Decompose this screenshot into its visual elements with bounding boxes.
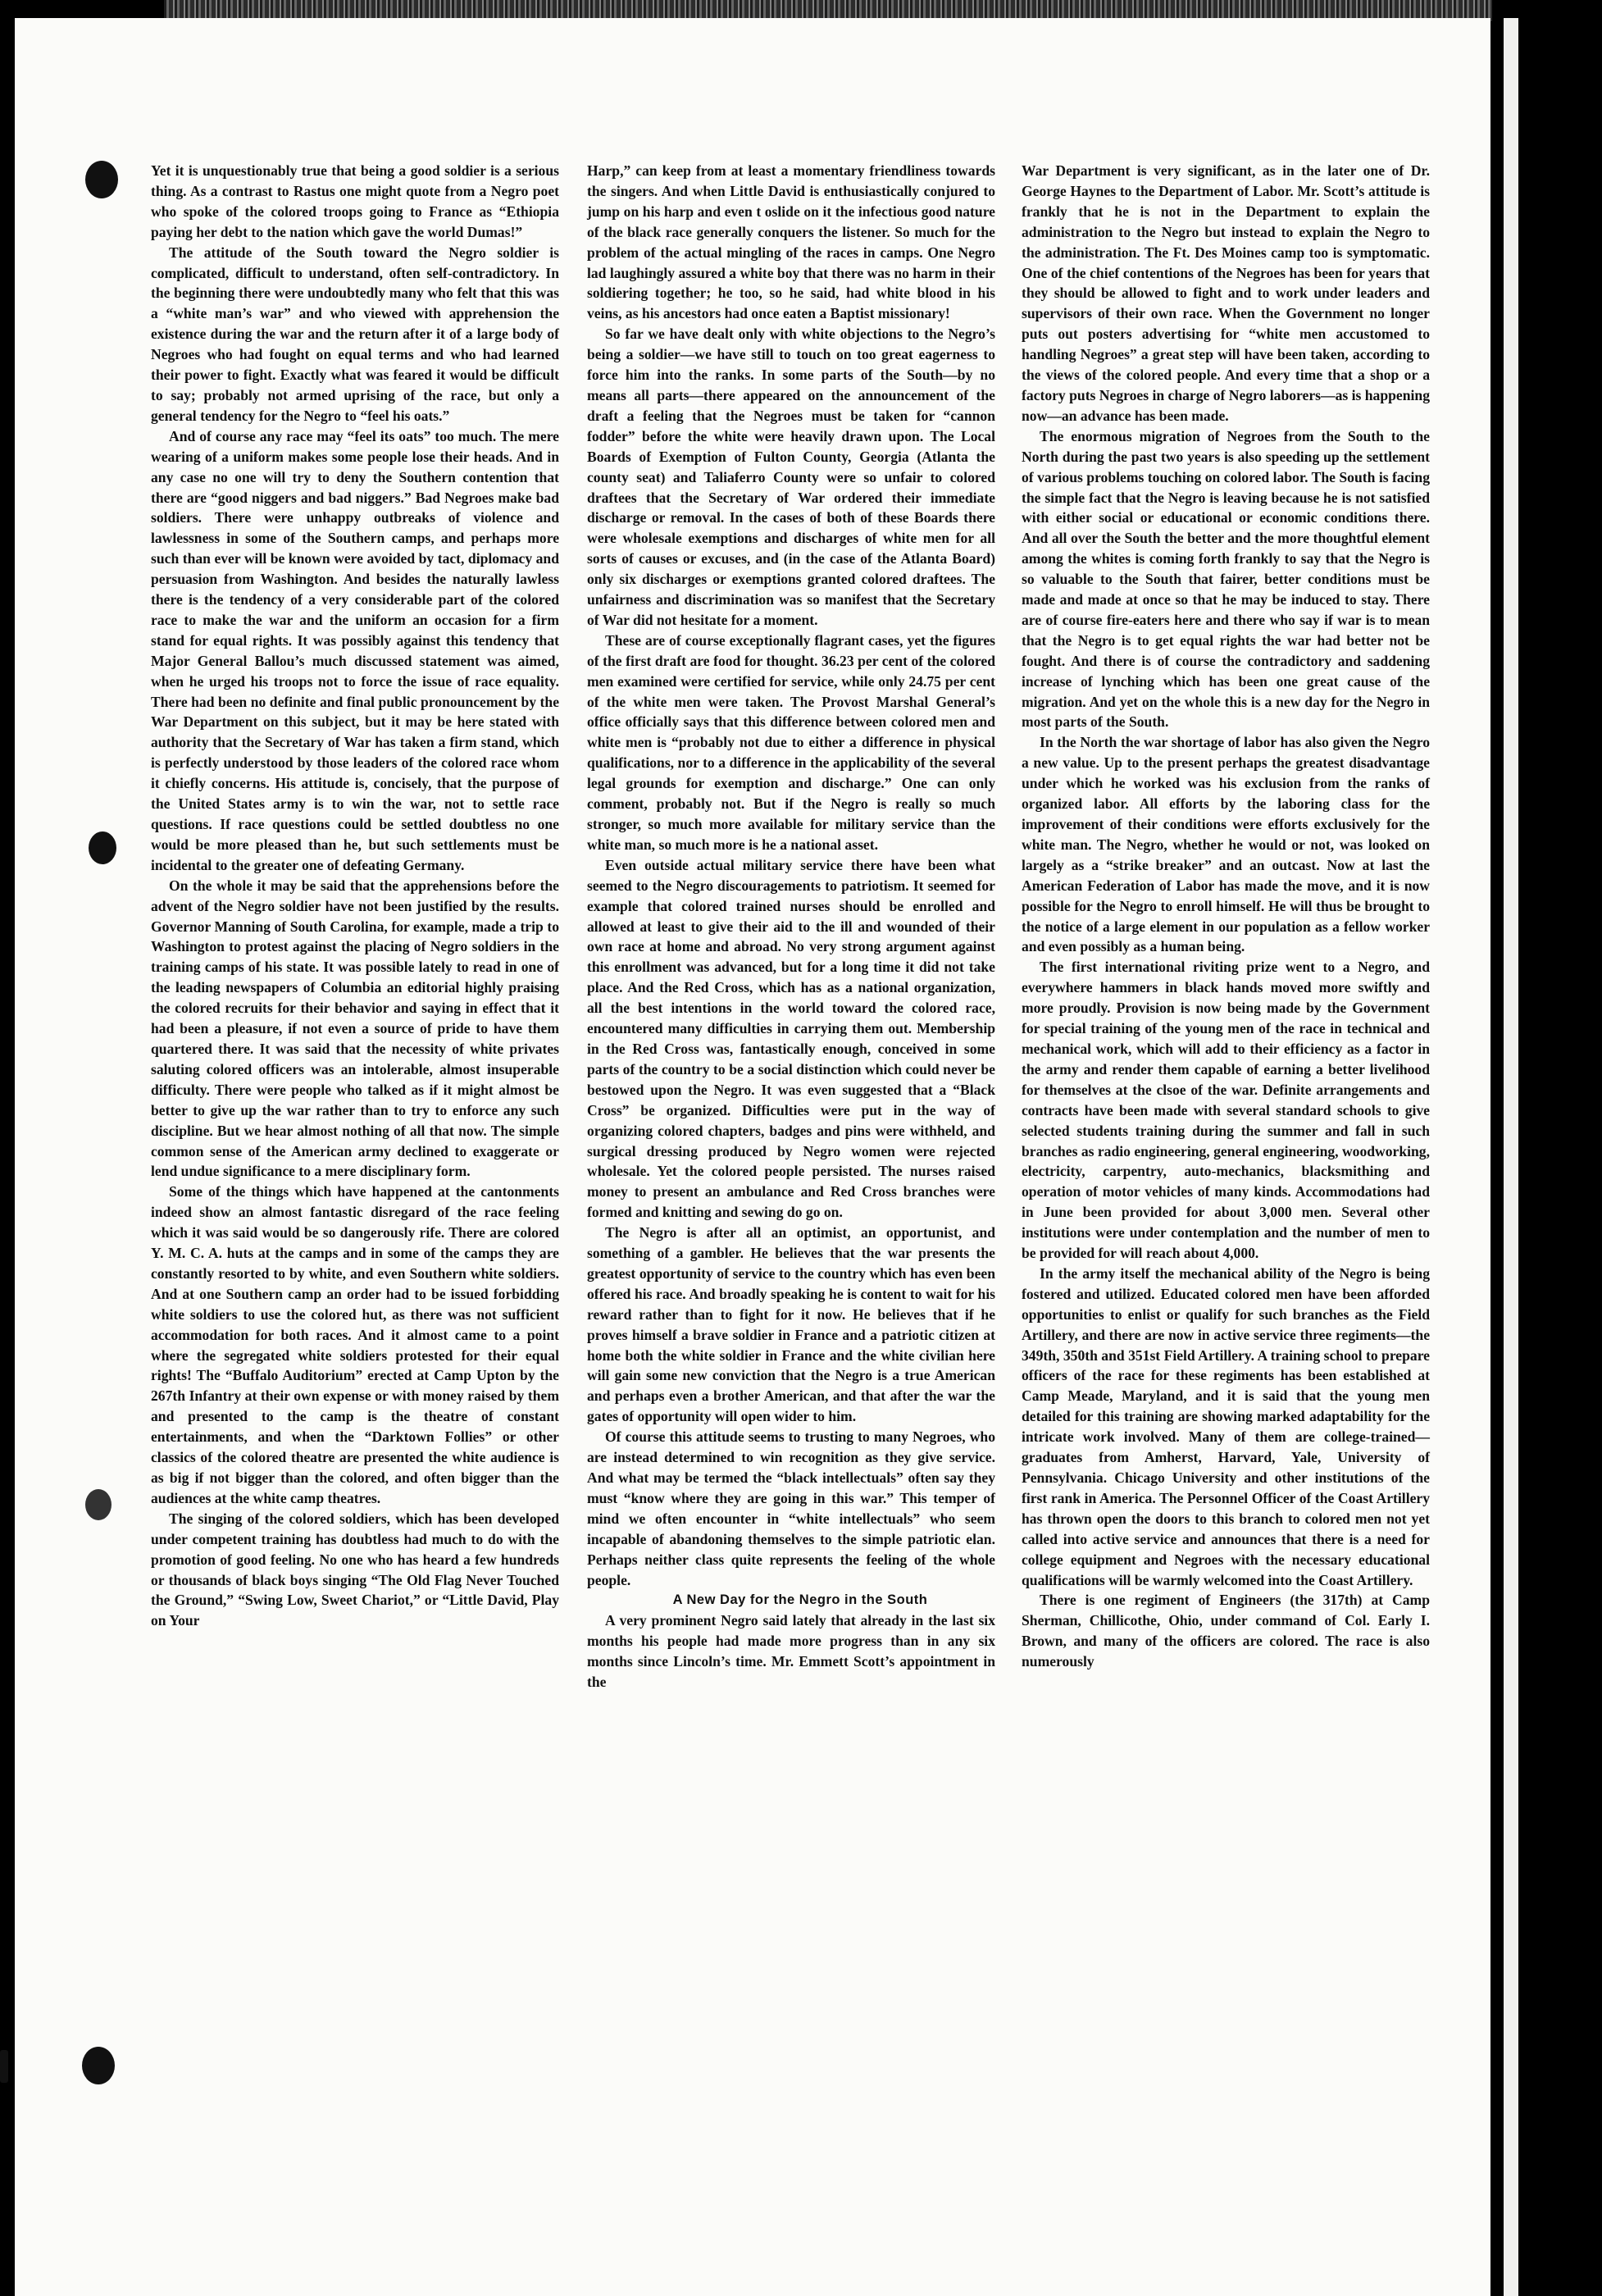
paragraph: These are of course exceptionally flagrant cases, yet the figures of the first draft are food for thought. 36.23 per cent of the colored men examined were certified for service, while only 24.75 per cent of the white men were taken. The Provost Marshal General’s office officially says that this difference between colored men and white men is “probably not due to either a difference in physical qualifications, nor to a difference in the applicability of the several legal grounds for exemption and discharge.” One can only comment, probably not. But if the Negro is really so much stronger, so much more available for military service than the white man, so much more is he a national asset. bbox=[587, 631, 995, 853]
section-heading: A New Day for the Negro in the South bbox=[672, 1592, 928, 1608]
article-column-1 bbox=[151, 161, 559, 1631]
paragraph: The attitude of the South toward the Negro soldier is complicated, difficult to understand, often self-contradictory. In the beginning there were undoubtedly many who felt that this was a “white man’s war” and who viewed with apprehension the existence during the war and the return after it of a large body of Negroes who had fought on equal terms and who had learned their power to fight. Exactly what was feared it would be difficult to say; probably not armed uprising of the race, but only a general tendency for the Negro to “feel his oats.” bbox=[151, 244, 559, 424]
article-column-2 bbox=[587, 161, 995, 1692]
scan-spot bbox=[0, 2050, 8, 2083]
paragraph: Some of the things which have happened at the cantonments indeed show an almost fantastic disregard of the race feeling which it was said would be so dangerously rife. There are colored Y. M. C. A. huts at the camps and in some of the camps they are constantly resorted to by white, and even Southern white soldiers. And at one Southern camp an order had to be issued forbidding white soldiers to use the colored hut, as there was not sufficient accommodation for both races. And it almost came to a point where the segregated white soldiers protested for their equal rights! The “Buffalo Auditorium” erected at Camp Upton by the 267th Infantry at their own expense or with money raised by them and presented to the camp is the theatre of constant entertainments, and when the “Darktown Follies” or other classics of the colored theatre are presented the white audience is as big if not bigger than the colored, and often bigger than the audiences at the white camp theatres. bbox=[151, 1183, 559, 1506]
punch-hole bbox=[85, 161, 118, 198]
article-column-3 bbox=[1022, 161, 1430, 1672]
paragraph: Yet it is unquestionably true that being a good soldier is a serious thing. As a contrast to Rastus one might quote from a Negro poet who spoke of the colored troops going to France as “Ethiopia paying her debt to the nation which gave the world Dumas!” bbox=[151, 162, 559, 240]
paragraph: The enormous migration of Negroes from the South to the North during the past two years is also speeding up the settlement of various problems touching on colored labor. The South is facing the simple fact that the Negro is leaving because he is not satisfied with either social or educational or economic conditions there. And all over the South the better and the more thoughtful element among the whites is coming forth frankly to say that the Negro is so valuable to the South that fairer, better conditions must be made and made at once so that he may be induced to stay. There are of course fire-eaters here and there who say if war is to mean that the Negro is to get equal rights the war had better not be fought. And there is of course the contradictory and saddening increase of lynching which has been one great cause of the migration. And yet on the whole this is a new day for the Negro in most parts of the South. bbox=[1022, 427, 1430, 731]
paragraph: Of course this attitude seems to trusting to many Negroes, who are instead determined to win recognition as they give service. And what may be termed the “black intellectuals” often say they must “know where they are going in this war.” This temper of mind we often encounter in “white intellectuals” who seem incapable of abandoning themselves to the simple patriotic elan. Perhaps neither class quite represents the feeling of the whole people. bbox=[587, 1428, 995, 1588]
paragraph: In the North the war shortage of labor has also given the Negro a new value. Up to the present perhaps the greatest disadvantage under which he worked was his exclusion from the ranks of organized labor. All efforts by the laboring class for the improvement of their conditions were efforts exclusively for the white man. The Negro, whether he would or not, was looked on largely as a “strike breaker” and an outcast. Now at last the American Federation of Labor has made the move, and it is now possible for the Negro to enroll himself. He will thus be brought to the notice of a large element in our population as a fellow worker and even possibly as a human being. bbox=[1022, 734, 1430, 955]
paragraph: On the whole it may be said that the apprehensions before the advent of the Negro soldier have not been justified by the results. Governor Manning of South Carolina, for example, made a trip to Washington to protest against the placing of Negro soldiers in the training camps of his state. It was possible lately to read in one of the leading newspapers of Columbia an editorial highly praising the colored recruits for their behavior and saying in effect that it had been a pleasure, if not even a source of pride to have them quartered there. It was said that the necessity of white privates saluting colored officers was an intolerable, almost insuperable difficulty. There were people who talked as if it might almost be better to give up the war rather than to try to enforce any such discipline. But we hear almost nothing of all that now. The simple common sense of the American army declined to exaggerate or lend undue significance to a mere disciplinary form. bbox=[151, 877, 559, 1180]
paragraph: The first international riviting prize went to a Negro, and everywhere hammers in black hands moved more swiftly and more proudly. Provision is now being made by the Government for special training of the young men of the race in technical and mechanical work, which will add to their efficiency as a factor in the army and render them capable of earning a better livelihood for themselves at the clsoe of the war. Definite arrangements and contracts have been made with several standard schools to give selected students training during the summer and fall in such branches as radio engineering, general engineering, woodworking, electricity, carpentry, auto-mechanics, blacksmithing and operation of motor vehicles of many kinds. Accommodations had in June been provided for about 3,000 men. Several other institutions were under contemplation and the number of men to be provided for will reach about 4,000. bbox=[1022, 959, 1430, 1262]
paragraph: In the army itself the mechanical ability of the Negro is being fostered and utilized. Educated colored men have been afforded opportunities to enlist or qualify for such branches as the Field Artillery, and there are now in active service three regiments—the 349th, 350th and 351st Field Artillery. A training school to prepare officers of the race for these regiments has been established at Camp Meade, Maryland, and it is said that the young men detailed for this training are showing marked adaptability for the intricate work involved. Many of them are college-trained—graduates from Amherst, Harvard, Yale, University of Pennsylvania. Chicago University and other institutions of the first rank in America. The Personnel Officer of the Coast Artillery has thrown open the doors to this branch to colored men not yet called into active service and announces that there is a need for college equipment and Negroes with the necessary educational qualifications will be warmly welcomed into the Coast Artillery. bbox=[1022, 1264, 1430, 1588]
paragraph: And of course any race may “feel its oats” too much. The mere wearing of a uniform makes some people lose their heads. And in any case no one will try to deny the Southern contention that there are “good niggers and bad niggers.” Bad Negroes make bad soldiers. There were unhappy outbreaks of violence and lawlessness in some of the Southern camps, and perhaps more such than ever will be known were avoided by tact, diplomacy and persuasion from Washington. And besides the naturally lawless there is the tendency of a very considerable part of the colored race to make the war and the uniform an occasion for a firm stand for equal rights. It was possibly against this tendency that Major General Ballou’s much discussed statement was aimed, when he urged his troops not to force the issue of race equality. There had been no definite and final public pronouncement by the War Department on this subject, but it may be here stated with authority that the Secretary of War has taken a firm stand, which is perfectly understood by those leaders of the colored race whom it chiefly concerns. His attitude is, concisely, that the purpose of the United States army is to win the war, not to settle race questions. If race questions could be settled doubtless no one would be more pleased than he, but such settlements must be incidental to the greater one of defeating Germany. bbox=[151, 427, 559, 873]
paragraph: So far we have dealt only with white objections to the Negro’s being a soldier—we have still to touch on too great eagerness to force him into the ranks. In some parts of the South—by no means all parts—there appeared on the announcement of the draft a feeling that the Negroes must be taken for “cannon fodder” before the white were heavily drawn upon. The Local Boards of Exemption of Fulton County, Georgia (Atlanta the county seat) and Taliaferro County were so unfair to colored draftees that the Secretary of War ordered their immediate discharge or removal. In the cases of both of these Boards there were wholesale exemptions and discharges of white men for all sorts of causes or excuses, and (in the case of the Atlanta Board) only six discharges or exemptions granted colored draftees. The unfairness and discrimination was so manifest that the Secretary of War did not hesitate for a moment. bbox=[587, 326, 995, 628]
paragraph: War Department is very significant, as in the later one of Dr. George Haynes to the Department of Labor. Mr. Scott’s attitude is frankly that he is not in the Department to explain the administration to the Negro but instead to explain the Negro to the administration. The Ft. Des Moines camp too is symptomatic. One of the chief contentions of the Negroes has been for years that they should be allowed to fight and to work under leaders and supervisors of their own race. When the Government no longer puts out posters advertising for “white men accustomed to handling Negroes” a great step will have been taken, according to the views of the colored people. And every time that a shop or a factory puts Negroes in charge of Negro laborers—as is happening now—an advance has been made. bbox=[1022, 162, 1430, 424]
scan-right-edge bbox=[1504, 18, 1518, 2296]
paragraph: The singing of the colored soldiers, which has been developed under competent training has doubtless had much to do with the promotion of good feeling. No one who has heard a few hundreds or thousands of black boys singing “The Old Flag Never Touched the Ground,” “Swing Low, Sweet Chariot,” or “Little David, Play on Your bbox=[151, 1510, 559, 1629]
paragraph: There is one regiment of Engineers (the 317th) at Camp Sherman, Chillicothe, Ohio, under command of Col. Early I. Brown, and many of the officers are colored. The race is also numerously bbox=[1022, 1592, 1430, 1670]
paragraph: A very prominent Negro said lately that already in the last six months his people had made more progress than in any six months since Lincoln’s time. Mr. Emmett Scott’s appointment in the bbox=[587, 1612, 995, 1691]
paragraph: Harp,” can keep from at least a momentary friendliness towards the singers. And when Little David is enthusiastically conjured to jump on his harp and even t oslide on it the infectious good nature of the black race generally conquers the listener. So much for the problem of the actual mingling of the races in camps. One Negro lad laughingly assured a white boy that there was no harm in their soldiering together; he too, so he said, had white blood in his veins, as his ancestors had once eaten a Baptist missionary! bbox=[587, 162, 995, 322]
paragraph: The Negro is after all an optimist, an opportunist, and something of a gambler. He believes that the war presents the greatest opportunity of service to the country which has even been offered his race. And broadly speaking he is content to wait for his reward rather than to fight for it now. He believes that if he proves himself a brave soldier in France and a patriotic citizen at home both the white soldier in France and the white civilian here will gain some new conviction that the Negro is a true American and perhaps even a brother American, and that after the war the gates of opportunity will open wider to him. bbox=[587, 1224, 995, 1425]
paragraph: Even outside actual military service there have been what seemed to the Negro discouragements to patriotism. It seemed for example that colored trained nurses should be enrolled and allowed at least to give their aid to the ill and wounded of their own race at home and abroad. No very strong argument against this enrollment was advanced, but for a long time it did not take place. And the Red Cross, which has as a national organization, all the best intentions in the world toward the colored race, encountered many difficulties in carrying them out. Membership in the Red Cross was, fantastically enough, conceived in some parts of the country to be a social distinction which could never be bestowed upon the Negro. It was even suggested that a “Black Cross” be organized. Difficulties were put in the way of organizing colored chapters, badges and pins were withheld, and surgical dressing produced by Negro women were rejected wholesale. Yet the colored people persisted. The nurses raised money to present an ambulance and Red Cross branches were formed and knitting and sewing do go on. bbox=[587, 856, 995, 1221]
punch-hole bbox=[82, 2047, 115, 2084]
punch-hole bbox=[89, 831, 116, 864]
punch-hole bbox=[85, 1489, 112, 1520]
